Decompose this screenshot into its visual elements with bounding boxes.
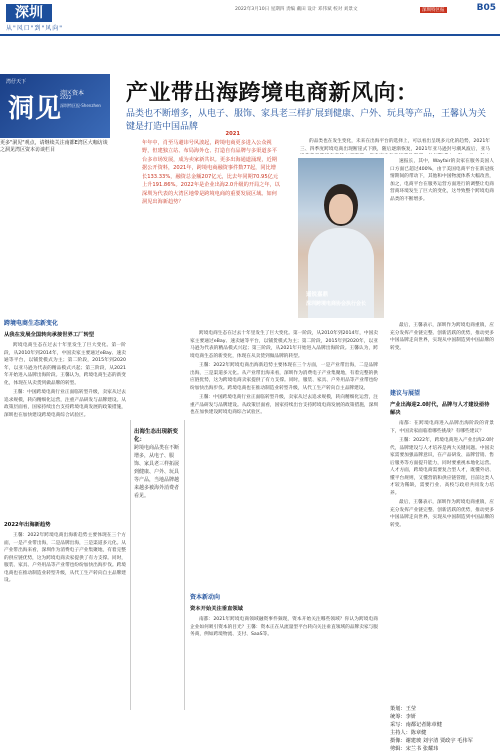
article-paragraph: 速报长，其中，Wayfair的卖家在服务美国人口方面已超过400%，由于美国电商平台在新冠疫情期间的带动下，其他和中国物流体系大幅改善，加之，电商平台在服务运营方面进行的调整让电商营商环境发生了巨大的变化，这导致整个跨境电商品类的不断增多。 — [390, 159, 494, 202]
face-shape — [329, 194, 353, 224]
section-title-right: 建议与展望 — [390, 390, 421, 397]
deck: 品类也不断增多，从电子、服饰、家具老三样扩展到健康、户外、玩具等产品，王馨认为关键是打造中国品牌 — [126, 109, 487, 132]
credit-photos: 摄像：谢建玻 刘宇清 贾政宇 毛伟军 — [390, 738, 473, 744]
pull-quote-text: 年年中，肖至马避讳号风波起，跨境电商更多进入公众视野，但建独立站、布局海外仓、打造自有品牌与多渠道多平台多市场发展，成为卖家新共识。更多出海通道涌现，近期据公开资料，2021年，跨境电商融资事件数77起，同比增长133.33%，融资总金额207亿元，比去年同期70.95亿元上升191.86%。2022年是企业出海2.0升级的开局之年，以深圳为代表的大湾区地带是跨境电商的重要发展区域。如何洞见出海新趋势？ — [142, 139, 280, 205]
column-rule — [184, 420, 185, 710]
article-paragraph: 的品类也在发生变化，未来在出海平台的选择上，可以看出呈现多元化的趋势，2021年三、四季度跨境电商出现断崖式下跌，随后逐渐恢复，2021年亚马逊封号潮风波后，亚马 — [300, 139, 490, 152]
article-right — [390, 420, 494, 700]
article-top-mid — [300, 138, 490, 154]
article-left-1 — [4, 342, 126, 514]
dateline: 2022年3月10日 星期四 责编 戴田 设计 邓伟斌 校对 刘景文 — [235, 7, 358, 12]
credit-editor: 剪辑：宋兰书 张耀玮 — [390, 746, 439, 752]
article-left-2 — [4, 532, 126, 737]
article-paragraph: 跨境电商生态在过去十年里发生了巨大变化。第一阶段，从2010年到2014年，中国卖家主要通过eBay、速卖通等平台，以铺货模式为主；第二阶段，2015年到2020年，以亚马逊为代表的精品模式兴起；第三阶段，从2021年开始进入品牌出海阶段。王馨认为，跨境电商生态的新变化，体现在从卖货到做品牌的转型。 — [190, 331, 378, 359]
credit-overall: 统筹：李妍 — [390, 714, 416, 720]
section-slogan: 从"风口"到"风向" — [6, 25, 64, 32]
credit-plan: 策划：王莹 — [390, 706, 416, 712]
article-middle — [190, 330, 378, 580]
credits — [390, 705, 473, 753]
photo-caption-title: 深圳跨境电商协会执行会长 — [306, 301, 367, 307]
photo-caption-name: 遥锐嘉鼎 — [306, 292, 329, 298]
article-paragraph: 王馨：2022年跨境电商出海新趋势主要体现在三个方面，一是产业带出海，二是品牌出海，三是渠道多元化。从产业带出海来看，深圳作为消费电子产业集聚地，有着完整的供应链优势，这为跨境电商卖家提供了有力支撑。同时，服装、家具、户外用品等产业带也纷纷加快出海步伐。跨境电商也在推动制造业转型升级，从代工生产转向自主品牌建设。 — [190, 363, 378, 391]
banner-title: 洞见 — [8, 94, 63, 124]
page-header — [0, 0, 500, 36]
column-rule — [130, 420, 131, 710]
article-paragraph: 南都：在跨境电商进入品牌出海阶段的背景下，中国卖家面临着哪些挑战？有哪些建议？ — [390, 421, 494, 434]
portrait-photo — [298, 158, 384, 318]
banner-kicker: 湾仔天下 — [6, 79, 27, 85]
article-paragraph: 王馨：中国跨境电商行业正面临转型升级，卖家从过去追求规模，转向精细化运营，注重产品研发与品牌建设。从政策层面看，国家持续出台支持跨境电商发展的政策措施，深圳也在加快建设跨境电商综合试验区。 — [190, 395, 378, 415]
article-paragraph: 最后，王馨表示，深圳作为跨境电商重镇，应充分发挥产业链完整、创新活跃的优势，推动更多中国品牌走向世界，实现从中国制造到中国品牌的转变。 — [390, 323, 494, 351]
article-right-top — [390, 158, 494, 318]
banner-issue: 深圳特区报·Shenzhen — [60, 103, 101, 108]
article-paragraph: 王馨：2022年，跨境电商进入产业出海2.0时代，品牌建设与人才培养是两大关键问题。中国卖家需要加强品牌意识，在产品研发、品牌营销、售后服务等方面提升能力，同时要重视本地化运营。人才方面，跨境电商需要复合型人才，既懂外语、懂平台规则，又懂营销和供应链管理，目前这类人才较为稀缺，需要行业、高校与政府共同发力培养。 — [390, 438, 494, 496]
sidebar-quote-title: 出海生态出现新变化： — [134, 429, 179, 443]
article-paragraph: 跨境电商生态在过去十年里发生了巨大变化。第一阶段，从2010年到2014年，中国卖家主要通过eBay、速卖通等平台，以铺货模式为主；第二阶段，2015年到2020年，以亚马逊为代表的精品模式兴起；第三阶段，从2021年开始进入品牌出海阶段。王馨认为，跨境电商生态的新变化，体现在从卖货到做品牌的转型。 — [4, 343, 126, 386]
section-subtitle-left: 从我在发展全国转向承接世界工厂转型 — [4, 332, 95, 338]
section-title-left: 跨境电商生态新变化 — [4, 320, 59, 327]
article-right-mid — [390, 322, 494, 380]
editors-tag: 深圳特区报 — [422, 8, 445, 13]
article-capital — [190, 616, 378, 744]
pull-quote — [142, 130, 280, 207]
banner-year: 2022 — [60, 96, 72, 101]
article-paragraph: 最后，王馨表示，深圳作为跨境电商重镇，应充分发挥产业链完整、创新活跃的优势，推动更多中国品牌走向世界，实现从中国制造到中国品牌的转变。 — [390, 500, 494, 528]
article-paragraph: 王馨：2022年跨境电商出海新趋势主要体现在三个方面，一是产业带出海，二是品牌出海，三是渠道多元化。从产业带出海来看，深圳作为消费电子产业集聚地，有着完整的供应链优势，这为跨境电商卖家提供了有力支撑。同时，服装、家具、户外用品等产业带也纷纷加快出海步伐。跨境电商也在推动制造业转型升级，从代工生产转向自主品牌建设。 — [4, 533, 126, 583]
article-paragraph: 南都：2021年跨境电商领域融资事件频现，资本开始关注哪些领域？你认为跨境电商企业如何吸引资本的目光？王馨：资本正在从流量型平台转向关注垂直领域的品牌卖家与服务商，例如跨境物流、支付、SaaS等。 — [190, 617, 378, 637]
column-banner — [0, 74, 110, 138]
sidebar-quote — [134, 428, 180, 500]
section-subtitle-trend: 2022年出海新趋势 — [4, 522, 51, 528]
credit-reporter: 采写：南都记者陈章健 — [390, 722, 442, 728]
pull-quote-year: 2021 — [225, 131, 240, 137]
banner-caption: 更多"洞见"观点，请继续关注南都E湾区大咖访谈之洞见湾区资本访谈栏目 — [0, 140, 108, 153]
section-title-capital: 资本新动向 — [190, 594, 221, 601]
sidebar-quote-text: 跨境电商品类在不断增多，从电子、服饰、家具老三样拓展到健康、户外、玩具等产品，当地品牌越来越多被海外消费者看见。 — [134, 445, 180, 499]
article-paragraph: 王馨：中国跨境电商行业正面临转型升级，卖家从过去追求规模，转向精细化运营，注重产品研发与品牌建设。从政策层面看，国家持续出台支持跨境电商发展的政策措施，深圳也在加快建设跨境电商综合试验区。 — [4, 390, 126, 418]
headline: 产业带出海跨境电商新风向： — [126, 80, 419, 106]
section-subtitle-right: 产业出海迎2.0时代，品牌与人才建设亟待解决 — [390, 402, 490, 416]
section-logo: 深圳 — [6, 4, 52, 22]
credit-host: 主持人：陈章健 — [390, 730, 427, 736]
banner-edition: 湾区资本 — [60, 90, 85, 97]
page-number: B05 — [476, 3, 496, 13]
section-subtitle-capital: 资本开始关注垂直领域 — [190, 606, 243, 612]
